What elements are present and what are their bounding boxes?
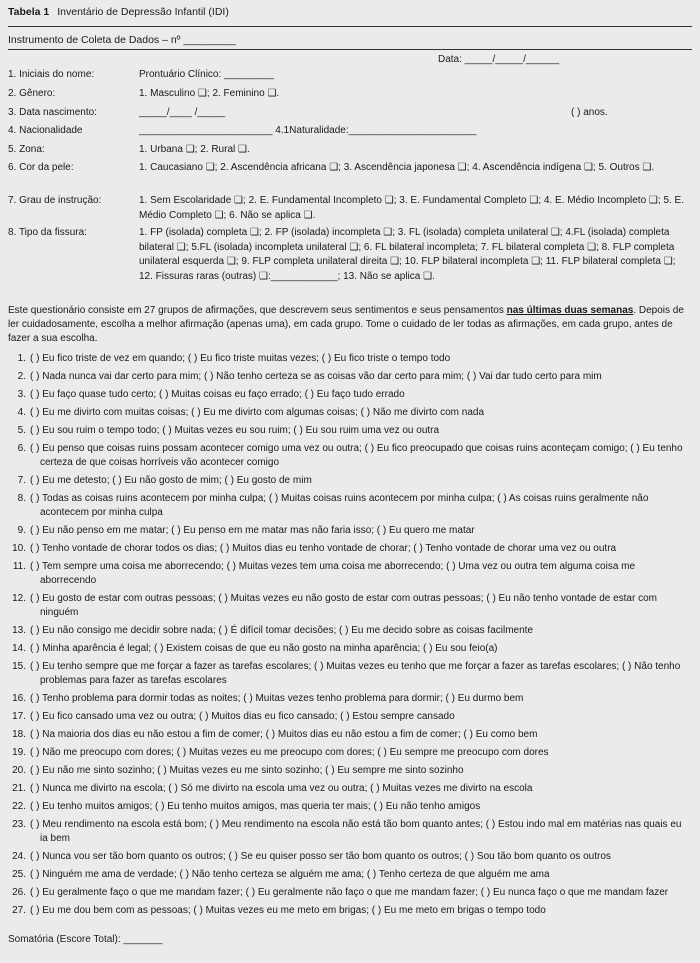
form-label: 5. Zona: — [8, 144, 45, 155]
form-label: 6. Cor da pele: — [8, 162, 74, 173]
question-item — [8, 442, 692, 470]
question-text: ( ) Eu me dou bem com as pessoas; ( ) Muitas vezes eu me meto em brigas; ( ) Eu me meto em brigas o tempo todo — [30, 905, 546, 916]
question-text: ( ) Eu geralmente faço o que me mandam fazer; ( ) Eu geralmente não faço o que me mandam fazer; ( ) Eu nunca faço o que me mandam fazer — [30, 887, 669, 898]
question-text: ( ) Na maioria dos dias eu não estou a fim de comer; ( ) Muitos dias eu não estou a fim de comer; ( ) Eu como bem — [30, 729, 538, 740]
question-text: ( ) Eu fico triste de vez em quando; ( ) Eu fico triste muitas vezes; ( ) Eu fico triste o tempo todo — [30, 353, 451, 364]
question-item — [8, 388, 692, 402]
question-number: 25. — [12, 869, 26, 880]
question-item — [8, 692, 692, 706]
question-number: 12. — [12, 593, 26, 604]
question-text: ( ) Eu faço quase tudo certo; ( ) Muitas coisas eu faço errado; ( ) Eu faço tudo errado — [30, 389, 405, 400]
question-text: ( ) Minha aparência é legal; ( ) Existem coisas de que eu não gosto na minha aparência; ( ) Eu sou feio(a) — [30, 643, 498, 654]
question-item — [8, 868, 692, 882]
question-item — [8, 524, 692, 538]
question-text: ( ) Todas as coisas ruins acontecem por minha culpa; ( ) Muitas coisas ruins acontecem por minha culpa; ( ) As coisas ruins geralmente não acontecem por minha culpa — [30, 493, 649, 518]
form-value: 1. Urbana ❑; 2. Rural ❑. — [139, 144, 250, 155]
question-text: ( ) Tenho vontade de chorar todos os dias; ( ) Muitos dias eu tenho vontade de chorar; ( ) Tenho vontade de chorar uma vez ou outra — [30, 543, 617, 554]
question-text: ( ) Eu fico cansado uma vez ou outra; ( ) Muitos dias eu fico cansado; ( ) Estou sempre cansado — [30, 711, 455, 722]
question-number: 23. — [12, 819, 26, 830]
question-number: 24. — [12, 851, 26, 862]
instructions: Este questionário consiste em 27 grupos de afirmações, que descrevem seus sentimentos e seus pensamentos nas últimas duas semanas. Depois de ler cuidadosamente, escolha a melhor afirmação (apenas uma), em cada grupo. Tome o cuidado de ler todas as afirmações, em cada grupo, antes de fazer a sua escolha. — [8, 305, 684, 344]
form-label: 4. Nacionalidade — [8, 125, 83, 136]
date-field: Data: _____/_____/______ — [438, 54, 560, 65]
question-text: ( ) Ninguém me ama de verdade; ( ) Não tenho certeza se alguém me ama; ( ) Tenho certeza de que alguém me ama — [30, 869, 550, 880]
question-text: ( ) Meu rendimento na escola está bom; ( ) Meu rendimento na escola não está tão bom quanto antes; ( ) Estou indo mal em matérias nas quais eu ia bem — [30, 819, 682, 844]
question-text: ( ) Nunca vou ser tão bom quanto os outros; ( ) Se eu quiser posso ser tão bom quanto os outros; ( ) Sou tão bom quanto os outros — [30, 851, 611, 862]
question-item — [8, 782, 692, 796]
form-label: 7. Grau de instrução: — [8, 195, 102, 206]
table-title: Tabela 1 Inventário de Depressão Infantil (IDI) — [8, 6, 229, 18]
question-number: 14. — [12, 643, 26, 654]
question-number: 8. — [17, 493, 26, 504]
question-number: 20. — [12, 765, 26, 776]
question-number: 10. — [12, 543, 26, 554]
question-text: ( ) Eu tenho sempre que me forçar a fazer as tarefas escolares; ( ) Muitas vezes eu tenho que me forçar a fazer as tarefas escolares; ( ) Não tenho problemas para fazer as tarefas escolares — [30, 661, 681, 686]
question-number: 17. — [12, 711, 26, 722]
question-number: 27. — [12, 905, 26, 916]
form-row — [8, 143, 692, 158]
form-row — [8, 68, 692, 83]
form-row — [8, 161, 692, 176]
question-item — [8, 542, 692, 556]
question-item — [8, 850, 692, 864]
question-item — [8, 818, 692, 846]
question-item — [8, 352, 692, 366]
question-number: 1. — [17, 353, 26, 364]
question-text: ( ) Eu tenho muitos amigos; ( ) Eu tenho muitos amigos, mas queria ter mais; ( ) Eu não tenho amigos — [30, 801, 481, 812]
question-number: 6. — [17, 443, 26, 454]
form-value: 1. Masculino ❑; 2. Feminino ❑. — [139, 88, 280, 99]
question-text: ( ) Eu me divirto com muitas coisas; ( ) Eu me divirto com algumas coisas; ( ) Não me divirto com nada — [30, 407, 485, 418]
form-row — [8, 106, 692, 121]
total-score: Somatória (Escore Total): _______ — [8, 934, 163, 945]
divider — [8, 26, 692, 27]
question-item — [8, 904, 692, 918]
question-number: 7. — [17, 475, 26, 486]
form-label: 8. Tipo da fissura: — [8, 227, 87, 238]
question-item — [8, 642, 692, 656]
age-field: ( ) anos. — [571, 107, 608, 118]
form-row — [8, 87, 692, 102]
question-text: ( ) Eu não consigo me decidir sobre nada; ( ) É difícil tomar decisões; ( ) Eu me decido sobre as coisas facilmente — [30, 625, 534, 636]
question-item — [8, 886, 692, 900]
question-text: ( ) Eu não me sinto sozinho; ( ) Muitas vezes eu me sinto sozinho; ( ) Eu sempre me sinto sozinho — [30, 765, 464, 776]
question-number: 3. — [17, 389, 26, 400]
question-number: 4. — [17, 407, 26, 418]
question-item — [8, 660, 692, 688]
question-number: 11. — [12, 561, 26, 572]
question-text: ( ) Eu penso que coisas ruins possam acontecer comigo uma vez ou outra; ( ) Eu fico preocupado que coisas ruins aconteçam comigo; ( ) Eu tenho certeza de que coisas horríveis vão acontecer comigo — [30, 443, 683, 468]
question-item — [8, 746, 692, 760]
form-value: 1. Caucasiano ❑; 2. Ascendência africana ❑; 3. Ascendência japonesa ❑; 4. Ascendência indígena ❑; 5. Outros ❑. — [139, 162, 655, 173]
form-row — [8, 194, 692, 223]
question-text: ( ) Nada nunca vai dar certo para mim; ( ) Não tenho certeza se as coisas vão dar certo para mim; ( ) Vai dar tudo certo para mim — [30, 371, 602, 382]
form-label: 2. Gênero: — [8, 88, 56, 99]
form-value: 1. Sem Escolaridade ❑; 2. E. Fundamental Incompleto ❑; 3. E. Fundamental Completo ❑; 4. E. Médio Incompleto ❑; 5. E. Médio Completo ❑; 6. Não se aplica ❑. — [139, 195, 685, 221]
question-number: 22. — [12, 801, 26, 812]
question-item — [8, 728, 692, 742]
question-text: ( ) Eu não penso em me matar; ( ) Eu penso em me matar mas não faria isso; ( ) Eu quero me matar — [30, 525, 475, 536]
form-value: _____/____ /_____ — [139, 107, 226, 118]
form-value: ________________________ 4.1Naturalidade:_______________________ — [139, 125, 477, 136]
question-number: 15. — [12, 661, 26, 672]
question-text: ( ) Não me preocupo com dores; ( ) Muitas vezes eu me preocupo com dores; ( ) Eu sempre me preocupo com dores — [30, 747, 549, 758]
question-text: ( ) Tenho problema para dormir todas as noites; ( ) Muitas vezes tenho problema para dormir; ( ) Eu durmo bem — [30, 693, 524, 704]
question-number: 13. — [12, 625, 26, 636]
question-number: 9. — [17, 525, 26, 536]
question-item — [8, 592, 692, 620]
question-item — [8, 800, 692, 814]
question-text: ( ) Tem sempre uma coisa me aborrecendo; ( ) Muitas vezes tem uma coisa me aborrecendo; ( ) Uma vez ou outra tem alguma coisa me aborrecendo — [30, 561, 636, 586]
question-text: ( ) Eu sou ruim o tempo todo; ( ) Muitas vezes eu sou ruim; ( ) Eu sou ruim uma vez ou outra — [30, 425, 440, 436]
question-number: 26. — [12, 887, 26, 898]
question-number: 16. — [12, 693, 26, 704]
question-text: ( ) Eu gosto de estar com outras pessoas; ( ) Muitas vezes eu não gosto de estar com outras pessoas; ( ) Eu não tenho vontade de estar com ninguém — [30, 593, 657, 618]
question-list — [8, 352, 692, 922]
form-subtitle: Instrumento de Coleta de Dados – nº _________ — [8, 34, 236, 46]
form-label: 3. Data nascimento: — [8, 107, 97, 118]
question-number: 2. — [17, 371, 26, 382]
form-row — [8, 226, 692, 284]
question-number: 18. — [12, 729, 26, 740]
question-item — [8, 764, 692, 778]
question-text: ( ) Eu me detesto; ( ) Eu não gosto de mim; ( ) Eu gosto de mim — [30, 475, 312, 486]
form-label: 1. Iniciais do nome: — [8, 69, 95, 80]
question-item — [8, 370, 692, 384]
question-number: 21. — [12, 783, 26, 794]
divider — [8, 49, 692, 50]
question-item — [8, 560, 692, 588]
question-item — [8, 474, 692, 488]
form-value: Prontuário Clínico: _________ — [139, 69, 275, 80]
form-value: 1. FP (isolada) completa ❑; 2. FP (isolada) incompleta ❑; 3. FL (isolada) completa unilateral ❑; 4.FL (isolada) completa bilateral ❑; 5.FL (isolada) incompleta unilateral ❑; 6. FL bilateral incompleta; 7. FL bilateral completa ❑; 8. FLP completa unilateral esquerda ❑; 9. FLP completa unilateral direita ❑; 10. FLP bilateral incompleta ❑; 11. FLP bilateral completa ❑; 12. Fissuras raras (outras) ❑:____________; 13. Não se aplica ❑. — [139, 227, 676, 282]
question-item — [8, 710, 692, 724]
question-item — [8, 424, 692, 438]
question-number: 5. — [17, 425, 26, 436]
question-number: 19. — [12, 747, 26, 758]
form-row — [8, 124, 692, 139]
question-item — [8, 492, 692, 520]
question-item — [8, 624, 692, 638]
question-text: ( ) Nunca me divirto na escola; ( ) Só me divirto na escola uma vez ou outra; ( ) Muitas vezes me divirto na escola — [30, 783, 533, 794]
question-item — [8, 406, 692, 420]
